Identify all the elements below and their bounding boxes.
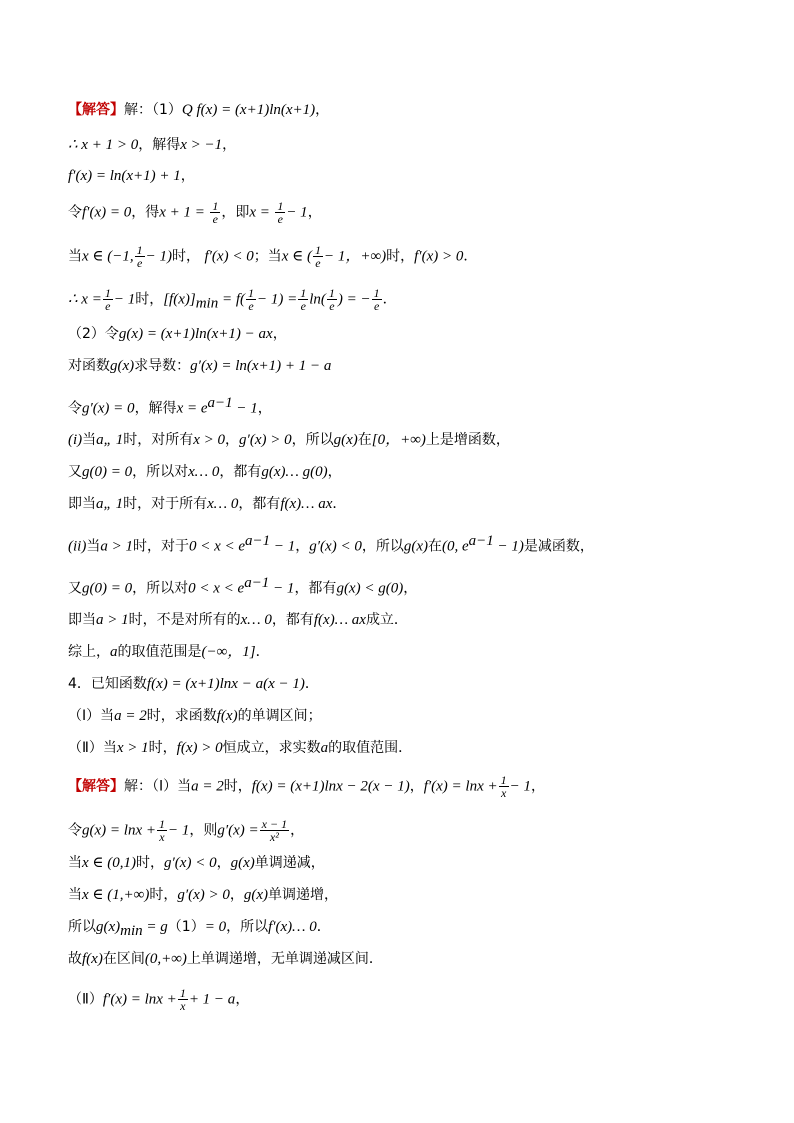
fraction: $\frac{1}{x}$ (158, 817, 165, 844)
fraction: $\frac{1}{x}$ (179, 986, 186, 1013)
problem-4-statement: 4．已知函数f(x) = (x+1)lnx − a(x − 1)． (68, 676, 319, 692)
fraction: $\frac{1}{x}$ (500, 773, 507, 800)
solution-line-13: (ii)当a > 1时，对于$0 < x < e^{a-1} - 1$，g′(x) < 0，所以g(x)在(0, $e^{a-1} - 1$)是减函数， (68, 533, 594, 555)
solution-line-7: （2）令g(x) = (x+1)ln(x+1) − ax， (68, 326, 287, 342)
fraction: $\frac{1}{e}$ (136, 243, 143, 270)
answer-tag: 【解答】 (68, 102, 124, 118)
fraction: $\frac{1}{e}$ (373, 286, 380, 313)
solution-4-line-2: 令g(x) = lnx + $\frac{1}{x}$ − 1，则g′(x) = $\frac{x - 1}{\text{x²}}$ ， (68, 817, 305, 844)
solution-line-1: 【解答】解：（1）Q f(x) = (x+1)ln(x+1)， (68, 102, 330, 118)
solution-line-5: 当x ∈ (−1, $\frac{1}{e}$ − 1)时， f′(x) < 0；当x ∈ ( $\frac{1}{e}$ − 1，+∞)时，f′(x) > 0． (68, 243, 478, 270)
problem-4-part-2: （Ⅱ）当x > 1时，f(x) > 0恒成立，求实数a的取值范围． (68, 740, 413, 756)
solution-line-12: 即当a„ 1时，对于所有x… 0，都有f(x)… ax． (68, 496, 347, 512)
answer-tag: 【解答】 (68, 778, 124, 795)
solution-4-line-3: 当x ∈ (0,1)时，g′(x) < 0，g(x)单调递减， (68, 855, 325, 871)
fraction: $\frac{1}{e}$ (314, 243, 321, 270)
solution-4-line-7: （Ⅱ）f′(x) = lnx + $\frac{1}{x}$ + 1 − a， (68, 986, 250, 1013)
solution-line-2: ∴ x + 1 > 0，解得x > −1， (68, 137, 237, 153)
solution-line-11: 又g(0) = 0，所以对x… 0，都有g(x)… g(0)， (68, 464, 342, 480)
solution-line-10: (i)当a„ 1时，对所有x > 0，g′(x) > 0，所以g(x)在[0，+∞)上是增函数， (68, 432, 510, 448)
solution-line-3: f′(x) = ln(x+1) + 1， (68, 168, 195, 184)
fraction: $\frac{1}{e}$ (300, 286, 307, 313)
solution-line-9: 令g′(x) = 0，解得$x = e^{a-1} - 1$， (68, 395, 272, 417)
solution-line-8: 对函数g(x)求导数：g′(x) = ln(x+1) + 1 − a (68, 358, 332, 374)
fraction: $\frac{x - 1}{\text{x²}}$ (261, 817, 288, 844)
solution-line-6: ∴ x = $\frac{1}{e}$ − 1时，$[f(x)]_{min} = f$( $\frac{1}{e}$ − 1) = $\frac{1}{e}$ ln( $\frac{1}{e}$ ) = − $\frac{1}{e}$ ． (68, 286, 397, 313)
solution-line-14: 又g(0) = 0，所以对$0 < x < e^{a-1} - 1$，都有g(x) < g(0)， (68, 575, 418, 597)
solution-4-line-4: 当x ∈ (1,+∞)时，g′(x) > 0，g(x)单调递增， (68, 887, 339, 903)
solution-line-4: 令f′(x) = 0，得x + 1 = $\frac{1}{e}$ ，即x = $\frac{1}{e}$ − 1， (68, 199, 322, 226)
fraction: $\frac{1}{e}$ (328, 286, 335, 313)
fraction: $\frac{1}{e}$ (104, 286, 111, 313)
problem-4-part-1: （Ⅰ）当a = 2时，求函数f(x)的单调区间； (68, 708, 322, 724)
solution-4-line-6: 故f(x)在区间(0,+∞)上单调递增，无单调递减区间． (68, 951, 383, 967)
solution-4-line-5: 所以$g(x)_{min} = g(1)= 0$，所以f′(x)… 0． (68, 919, 331, 939)
solution-line-16: 综上，a的取值范围是(−∞，1]． (68, 644, 270, 660)
fraction: $\frac{1}{e}$ (248, 286, 254, 313)
fraction: $\frac{1}{e}$ (212, 199, 219, 226)
fraction: $\frac{1}{e}$ (277, 199, 284, 226)
solution-line-15: 即当a > 1时，不是对所有的x… 0，都有f(x)… ax成立． (68, 612, 408, 628)
solution-4-line-1: 【解答】解：（Ⅰ）当a = 2时，f(x) = (x+1)lnx − 2(x − 1)，f′(x) = lnx + $\frac{1}{x}$ − 1， (68, 773, 545, 800)
